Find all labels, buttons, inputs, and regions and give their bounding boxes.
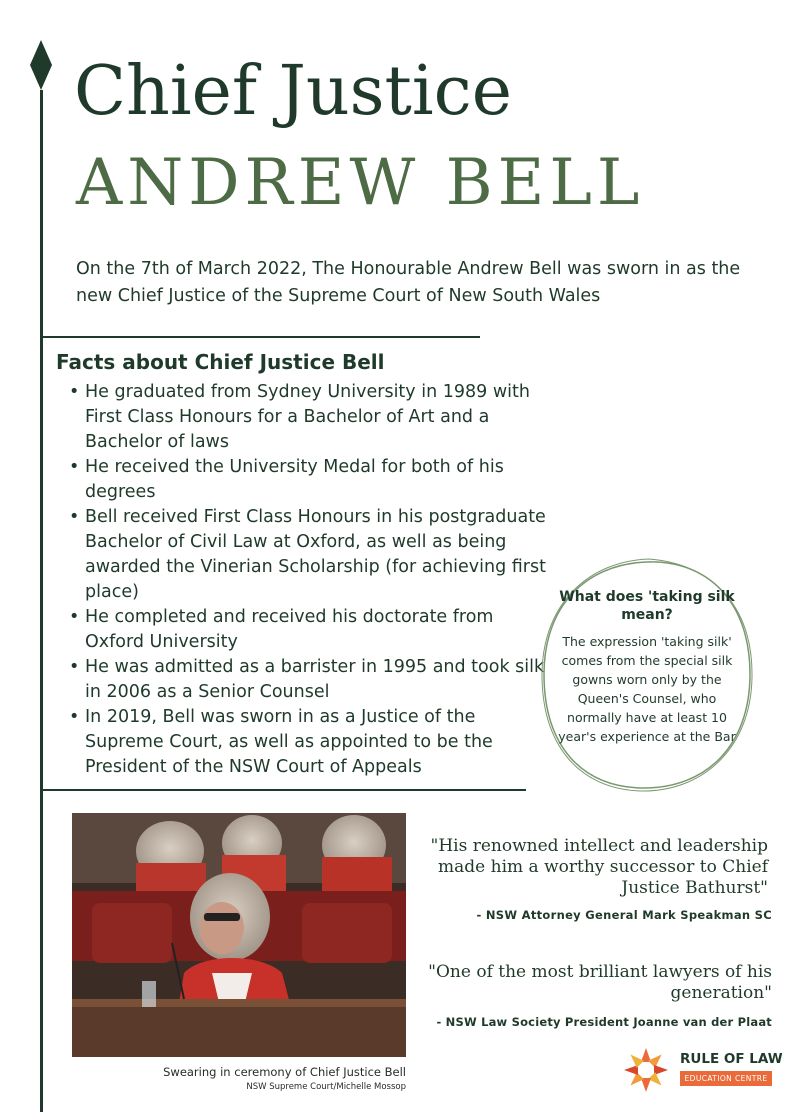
facts-heading: Facts about Chief Justice Bell	[56, 350, 385, 374]
logo-subtitle: EDUCATION CENTRE	[680, 1071, 772, 1086]
left-vertical-rule	[40, 90, 43, 1112]
logo-title: RULE OF LAW	[680, 1051, 783, 1067]
fact-item: • Bell received First Class Honours in his postgraduate Bachelor of Civil Law at Oxford, as well as being awarded the Vinerian Scholarship (for achieving first place)	[66, 505, 546, 605]
taking-silk-callout	[538, 556, 756, 794]
rule-of-law-logo-icon	[622, 1046, 670, 1094]
section-divider	[40, 336, 480, 338]
fact-item: • He completed and received his doctorate from Oxford University	[66, 605, 546, 655]
fact-item: • He graduated from Sydney University in 1989 with First Class Honours for a Bachelor of Art and a Bachelor of laws	[66, 380, 546, 455]
quote-attribution: - NSW Attorney General Mark Speakman SC	[476, 908, 772, 922]
ceremony-photo	[72, 813, 406, 1057]
fact-item: • He received the University Medal for both of his degrees	[66, 455, 546, 505]
quote-van-der-plaat: "One of the most brilliant lawyers of his generation"	[428, 962, 772, 1003]
quote-attribution: - NSW Law Society President Joanne van der Plaat	[436, 1015, 772, 1029]
callout-title: What does 'taking silk mean?	[559, 589, 735, 623]
photo-credit: NSW Supreme Court/Michelle Mossop	[246, 1082, 406, 1092]
section-divider	[40, 789, 526, 791]
quote-speakman: "His renowned intellect and leadership made him a worthy successor to Chief Justice Bathurst"	[430, 836, 768, 898]
diamond-ornament-icon	[30, 40, 52, 90]
photo-caption: Swearing in ceremony of Chief Justice Bell	[163, 1065, 406, 1079]
facts-list	[66, 380, 546, 780]
title-andrew-bell: ANDREW BELL	[76, 146, 645, 220]
intro-paragraph: On the 7th of March 2022, The Honourable Andrew Bell was sworn in as the new Chief Justice of the Supreme Court of New South Wales	[76, 259, 741, 306]
ceremony-illustration	[72, 813, 406, 1057]
callout-text: The expression 'taking silk' comes from the special silk gowns worn only by the Queen's Counsel, who normally have at least 10 year's experience at the Bar	[558, 634, 736, 744]
fact-item: • He was admitted as a barrister in 1995 and took silk in 2006 as a Senior Counsel	[66, 655, 546, 705]
title-chief-justice: Chief Justice	[74, 52, 512, 131]
fact-item: • In 2019, Bell was sworn in as a Justice of the Supreme Court, as well as appointed to be the President of the NSW Court of Appeals	[66, 705, 546, 780]
